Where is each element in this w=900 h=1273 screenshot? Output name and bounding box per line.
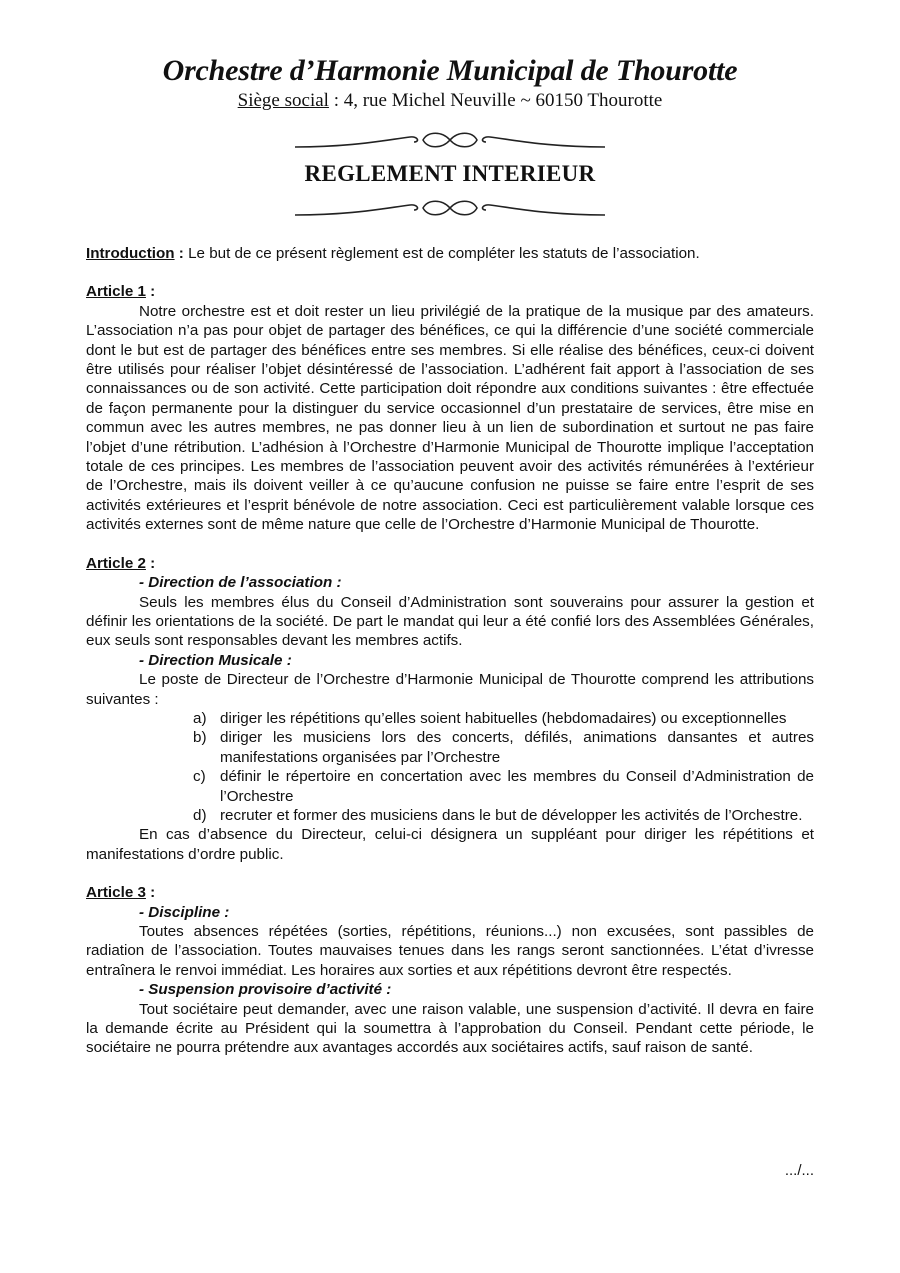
ornament-divider-bottom-icon bbox=[290, 195, 610, 221]
list-item: a) diriger les répétitions qu’elles soient habituelles (hebdomadaires) ou exceptionnelles bbox=[193, 709, 787, 727]
article-3-text-discipline: Toutes absences répétées (sorties, répétitions, réunions...) non excusées, sont passibles de radiation de l’association. Toutes mauvaises tenues dans les rangs seront sanctionnées. L’état d’ivresse entraînera le renvoi immédiat. Les horaires aux sorties et aux répétitions devront être respectés. bbox=[86, 923, 814, 979]
director-duties-list bbox=[86, 709, 814, 825]
introduction-label: Introduction bbox=[86, 245, 175, 262]
article-2-text-absence: En cas d’absence du Directeur, celui-ci désignera un suppléant pour diriger les répétitions et manifestations d’ordre public. bbox=[86, 826, 814, 863]
article-2-subheading-musicale: - Direction Musicale : bbox=[139, 651, 292, 669]
article-3-subheading-suspension: - Suspension provisoire d’activité : bbox=[139, 981, 392, 999]
article-2-text-association: Seuls les membres élus du Conseil d’Administration sont souverains pour assurer la gestion et définir les orientations de la société. De part le mandat qui leur a été confié lors des Assemblées Générales, eux seuls sont responsables devant les membres actifs. bbox=[86, 593, 814, 650]
article-1-heading: Article 1 : bbox=[86, 283, 156, 301]
list-item: c) définir le répertoire en concertation avec les membres du Conseil d’Administration de l’Orchestre bbox=[193, 768, 814, 805]
address-value: : 4, rue Michel Neuville ~ 60150 Thourotte bbox=[328, 90, 663, 111]
article-3-heading: Article 3 : bbox=[86, 884, 156, 902]
introduction-text: Le but de ce présent règlement est de compléter les statuts de l’association. bbox=[188, 245, 700, 262]
article-1-text: Notre orchestre est et doit rester un lieu privilégié de la pratique de la musique par des amateurs. L’association n’a pas pour objet de partager des bénéfices, ce qui la différencie d’une société commerciale dont le but est de partager des bénéfices entre ses membres. Si elle réalise des bénéfices, ceux-ci doivent être utilisés pour réaliser l’objet désintéressé de l’association. L’adhérent fait apport à l’association de ses connaissances ou de son activité. Cette participation doit répondre aux conditions suivantes : être effectuée de façon permanente pour la distinguer du service occasionnel d’un prestataire de services, être mise en commun avec les autres membres, ne pas donner lieu à un lien de subordination et surtout ne pas faire l’objet d’une rétribution. L’adhésion à l’Orchestre d’Harmonie Municipal de Thourotte implique l’acceptation totale de ces principes. Les membres de l’association peuvent avoir des activités rémunérées à l’extérieur de l’Orchestre, mais ils doivent veiller à ce qu’aucune confusion ne puisse se faire entre l’esprit de ses activités extérieures et l’esprit bénévole de notre association. Ceci est particulièrement valable lorsque ces activités externes sont de même nature que celle de l’Orchestre d’Harmonie Municipal de Thourotte. bbox=[86, 302, 814, 534]
introduction: Introduction : Le but de ce présent règlement est de compléter les statuts de l’association. bbox=[86, 245, 700, 262]
article-3-subheading-discipline: - Discipline : bbox=[139, 903, 230, 921]
headquarters-address bbox=[0, 90, 900, 112]
ornament-divider-top-icon bbox=[290, 127, 610, 153]
article-3-text-suspension: Tout sociétaire peut demander, avec une raison valable, une suspension d’activité. Il devra en faire la demande écrite au Président qui la soumettra à l’approbation du Conseil. Pendant cette période, le sociétaire ne pourra prétendre aux avantages accordés aux sociétaires actifs, sauf raison de santé. bbox=[86, 1000, 814, 1057]
list-item: d) recruter et former des musiciens dans le but de développer les activités de l’Orchestre. bbox=[193, 806, 803, 824]
address-label: Siège social bbox=[237, 90, 329, 111]
article-2-subheading-association: - Direction de l’association : bbox=[139, 574, 342, 592]
list-item: b) diriger les musiciens lors des concerts, défilés, animations dansantes et autres manifestations organisées par l’Orchestre bbox=[193, 729, 814, 766]
article-2-text-musicale: Le poste de Directeur de l’Orchestre d’Harmonie Municipal de Thourotte comprend les attributions suivantes : bbox=[86, 671, 814, 708]
document-body bbox=[86, 244, 814, 1058]
article-2-heading: Article 2 : bbox=[86, 554, 156, 572]
orchestra-title: Orchestre d’Harmonie Municipal de Thourotte bbox=[162, 54, 738, 87]
document-title: REGLEMENT INTERIEUR bbox=[304, 161, 596, 186]
continuation-marker: .../... bbox=[784, 1162, 814, 1179]
